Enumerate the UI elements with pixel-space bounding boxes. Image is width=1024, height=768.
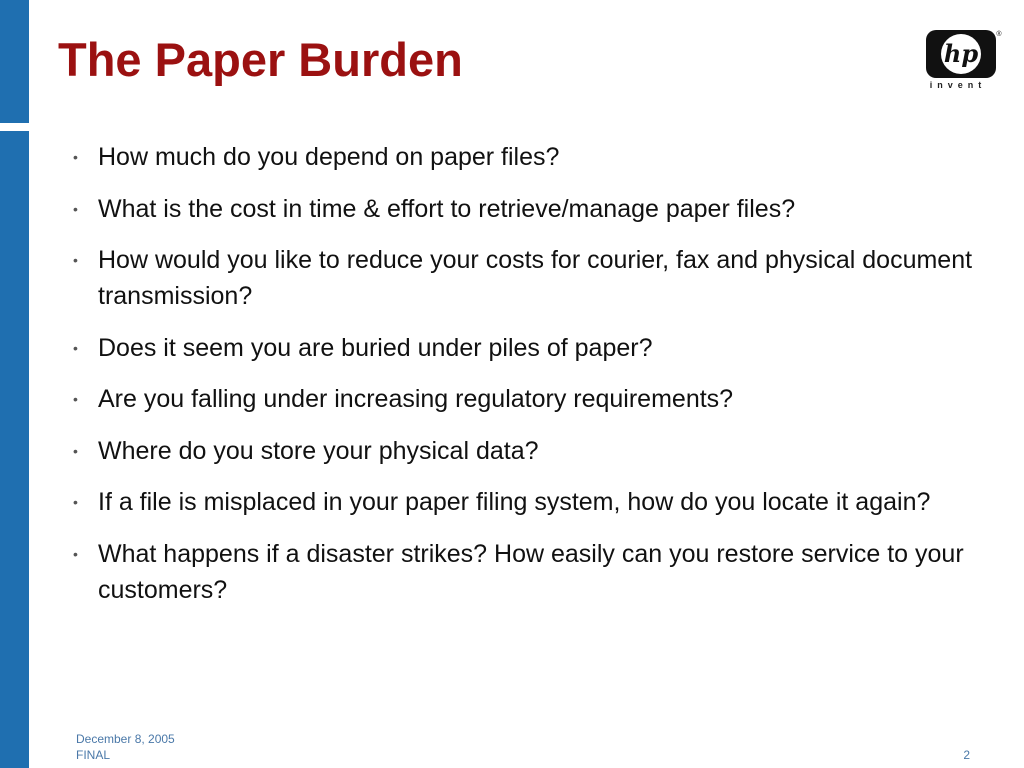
bullet-dot-icon: • — [73, 339, 78, 356]
bullet-item — [70, 139, 990, 175]
bullet-dot-icon: • — [73, 545, 78, 562]
bullet-dot-icon: • — [73, 494, 78, 510]
left-accent-bar-bottom — [0, 131, 29, 768]
slide-title: The Paper Burden — [58, 33, 463, 86]
page-number: 2 — [963, 748, 970, 762]
registered-mark: ® — [996, 31, 1002, 38]
hp-logo-tagline: invent — [929, 80, 987, 90]
bullet-item — [70, 191, 990, 227]
bullet-item — [70, 381, 990, 417]
bullet-item — [70, 242, 990, 314]
bullet-item — [70, 536, 990, 608]
bullet-dot-icon: • — [73, 149, 78, 165]
footer-status: FINAL — [76, 748, 111, 762]
bullet-text: Are you falling under increasing regulatory requirements? — [98, 385, 734, 413]
bullet-dot-icon: • — [73, 200, 78, 217]
bullet-dot-icon: • — [73, 442, 78, 459]
bullet-item — [70, 330, 990, 366]
bullet-text: What is the cost in time & effort to retrieve/manage paper files? — [98, 194, 796, 223]
bullet-text: Does it seem you are buried under piles of paper? — [98, 333, 653, 362]
bullet-dot-icon: • — [73, 391, 78, 407]
bullet-item — [70, 433, 990, 469]
bullet-text: How much do you depend on paper files? — [98, 143, 560, 171]
bullet-text: How would you like to reduce your costs for courier, fax and physical document transmission? — [98, 246, 973, 310]
footer-date: December 8, 2005 — [76, 732, 175, 746]
bullet-dot-icon: • — [73, 252, 78, 268]
bullet-list — [70, 139, 990, 623]
bullet-text: Where do you store your physical data? — [98, 436, 539, 465]
hp-logo-mark: hp — [943, 39, 979, 68]
bullet-item — [70, 484, 990, 520]
left-accent-bar-top — [0, 0, 29, 123]
bullet-text: What happens if a disaster strikes? How easily can you restore service to your customers? — [98, 539, 964, 604]
bullet-text: If a file is misplaced in your paper filing system, how do you locate it again? — [98, 488, 931, 516]
